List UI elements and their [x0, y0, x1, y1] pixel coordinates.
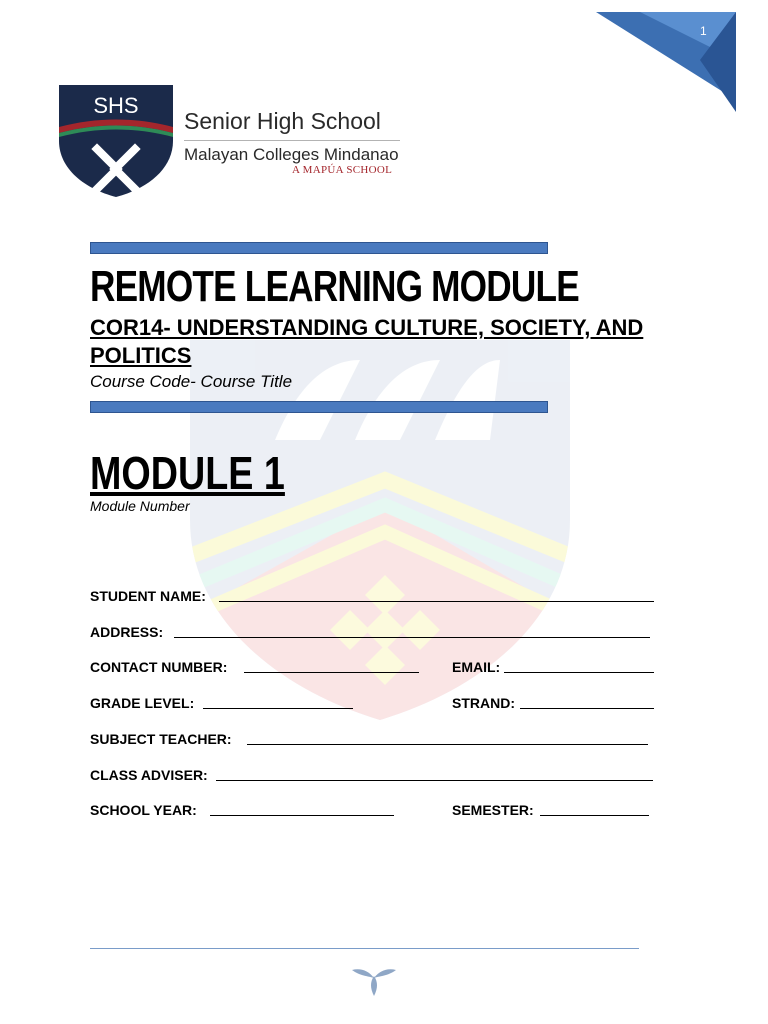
student-name-label: STUDENT NAME:	[90, 588, 206, 604]
page-number: 1	[700, 24, 707, 38]
module-number-caption: Module Number	[90, 498, 190, 514]
contact-number-line[interactable]	[244, 672, 419, 673]
crest-abbrev: SHS	[93, 93, 139, 118]
corner-decoration	[580, 0, 768, 120]
module-number: MODULE 1	[90, 447, 285, 499]
school-crest-logo	[57, 83, 175, 199]
school-year-line[interactable]	[210, 815, 394, 816]
campus-name: Malayan Colleges Mindanao	[184, 145, 399, 164]
header-divider	[184, 140, 400, 141]
semester-label: SEMESTER:	[452, 802, 534, 818]
strand-line[interactable]	[520, 708, 654, 709]
address-label: ADDRESS:	[90, 624, 164, 640]
footer-divider	[90, 948, 639, 949]
bottom-accent-bar	[90, 401, 548, 413]
module-title: REMOTE LEARNING MODULE	[90, 262, 579, 311]
footer-emblem-icon	[350, 964, 398, 998]
student-name-line[interactable]	[219, 601, 654, 602]
subject-teacher-line[interactable]	[247, 744, 648, 745]
course-code-caption: Course Code- Course Title	[90, 372, 293, 391]
strand-label: STRAND:	[452, 695, 515, 711]
course-title: COR14- UNDERSTANDING CULTURE, SOCIETY, AND POLITICS	[90, 315, 644, 368]
semester-line[interactable]	[540, 815, 649, 816]
class-adviser-line[interactable]	[216, 780, 653, 781]
class-adviser-label: CLASS ADVISER:	[90, 767, 208, 783]
school-year-label: SCHOOL YEAR:	[90, 802, 197, 818]
grade-level-line[interactable]	[203, 708, 353, 709]
school-name: Senior High School	[184, 108, 381, 134]
email-line[interactable]	[504, 672, 654, 673]
top-accent-bar	[90, 242, 548, 254]
school-tagline: A MAPÚA SCHOOL	[292, 164, 393, 176]
address-line[interactable]	[174, 637, 650, 638]
grade-level-label: GRADE LEVEL:	[90, 695, 195, 711]
email-label: EMAIL:	[452, 659, 501, 675]
contact-number-label: CONTACT NUMBER:	[90, 659, 228, 675]
subject-teacher-label: SUBJECT TEACHER:	[90, 731, 232, 747]
